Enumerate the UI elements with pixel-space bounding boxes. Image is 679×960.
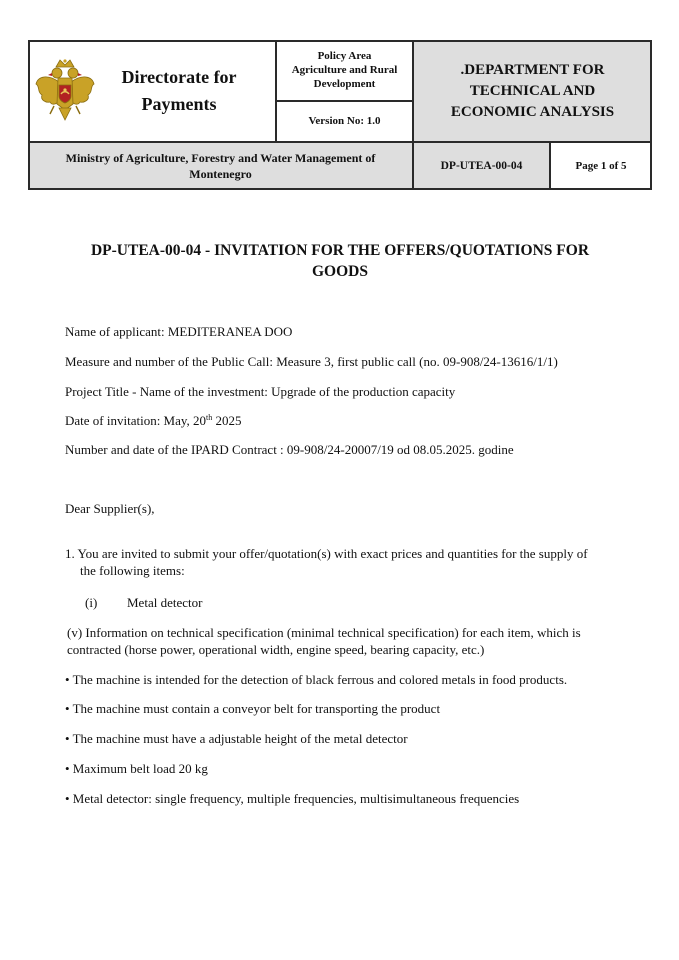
subitem-label: Metal detector (127, 595, 203, 610)
bullet-item: • The machine must have a adjustable height of the metal detector (65, 731, 408, 746)
document-title (40, 240, 640, 282)
document-title-line: DP-UTEA-00-04 - INVITATION FOR THE OFFERS/QUOTATIONS FOR (90, 242, 590, 259)
policy-area-line: Policy Area (317, 50, 372, 62)
directorate-title: Directorate for Payments (121, 67, 237, 114)
ministry-line: Montenegro (189, 166, 252, 181)
doc-code-cell: DP-UTEA-00-04 (413, 142, 550, 189)
item-1-line: 1. You are invited to submit your offer/quotation(s) with exact prices and quantities for the supply of (65, 546, 588, 561)
policy-area-line: Development (313, 78, 376, 90)
applicant-name: Name of applicant: MEDITERANEA DOO (65, 324, 293, 339)
spec-line: (v) Information on technical specification (minimal technical specification) for each item, which is (67, 625, 581, 640)
ministry-line: Ministry of Agriculture, Forestry and Water Management of (65, 150, 376, 165)
policy-area-line: Agriculture and Rural (291, 64, 398, 76)
page-number-cell: Page 1 of 5 (575, 159, 627, 172)
department-line: ECONOMIC ANALYSIS (450, 103, 615, 120)
document-title-line: GOODS (312, 263, 368, 280)
spec-line: contracted (horse power, operational width, engine speed, bearing capacity, etc.) (67, 642, 485, 657)
project-title: Project Title - Name of the investment: Upgrade of the production capacity (65, 384, 456, 399)
bullet-item: • The machine must contain a conveyor belt for transporting the product (65, 701, 441, 716)
invitation-date (65, 412, 242, 429)
header-divider (276, 100, 413, 102)
invitation-date-ordinal: th (206, 413, 213, 422)
salutation: Dear Supplier(s), (65, 501, 155, 516)
department-line: .DEPARTMENT FOR (460, 61, 605, 78)
department-line: TECHNICAL AND (469, 82, 596, 99)
header-border (28, 40, 652, 190)
bullet-item: • Maximum belt load 20 kg (65, 761, 208, 776)
bullet-item: • Metal detector: single frequency, multiple frequencies, multisimultaneous frequencies (65, 791, 520, 806)
header-divider (549, 142, 551, 190)
header-divider (275, 40, 277, 142)
item-1-line: the following items: (80, 563, 185, 578)
bullet-item: • The machine is intended for the detection of black ferrous and colored metals in food products. (65, 672, 568, 687)
invitation-date-year: 2025 (212, 413, 242, 428)
invitation-date-prefix: Date of invitation: May, 20 (65, 413, 207, 428)
version-cell: Version No: 1.0 (308, 115, 381, 127)
header-divider (412, 40, 414, 190)
ipard-contract: Number and date of the IPARD Contract : 09-908/24-20007/19 od 08.05.2025. godine (65, 442, 514, 457)
subitem-number: (i) (85, 595, 98, 610)
measure-info: Measure and number of the Public Call: Measure 3, first public call (no. 09-908/24-13616/1/1) (65, 354, 558, 369)
header-divider (28, 141, 652, 143)
